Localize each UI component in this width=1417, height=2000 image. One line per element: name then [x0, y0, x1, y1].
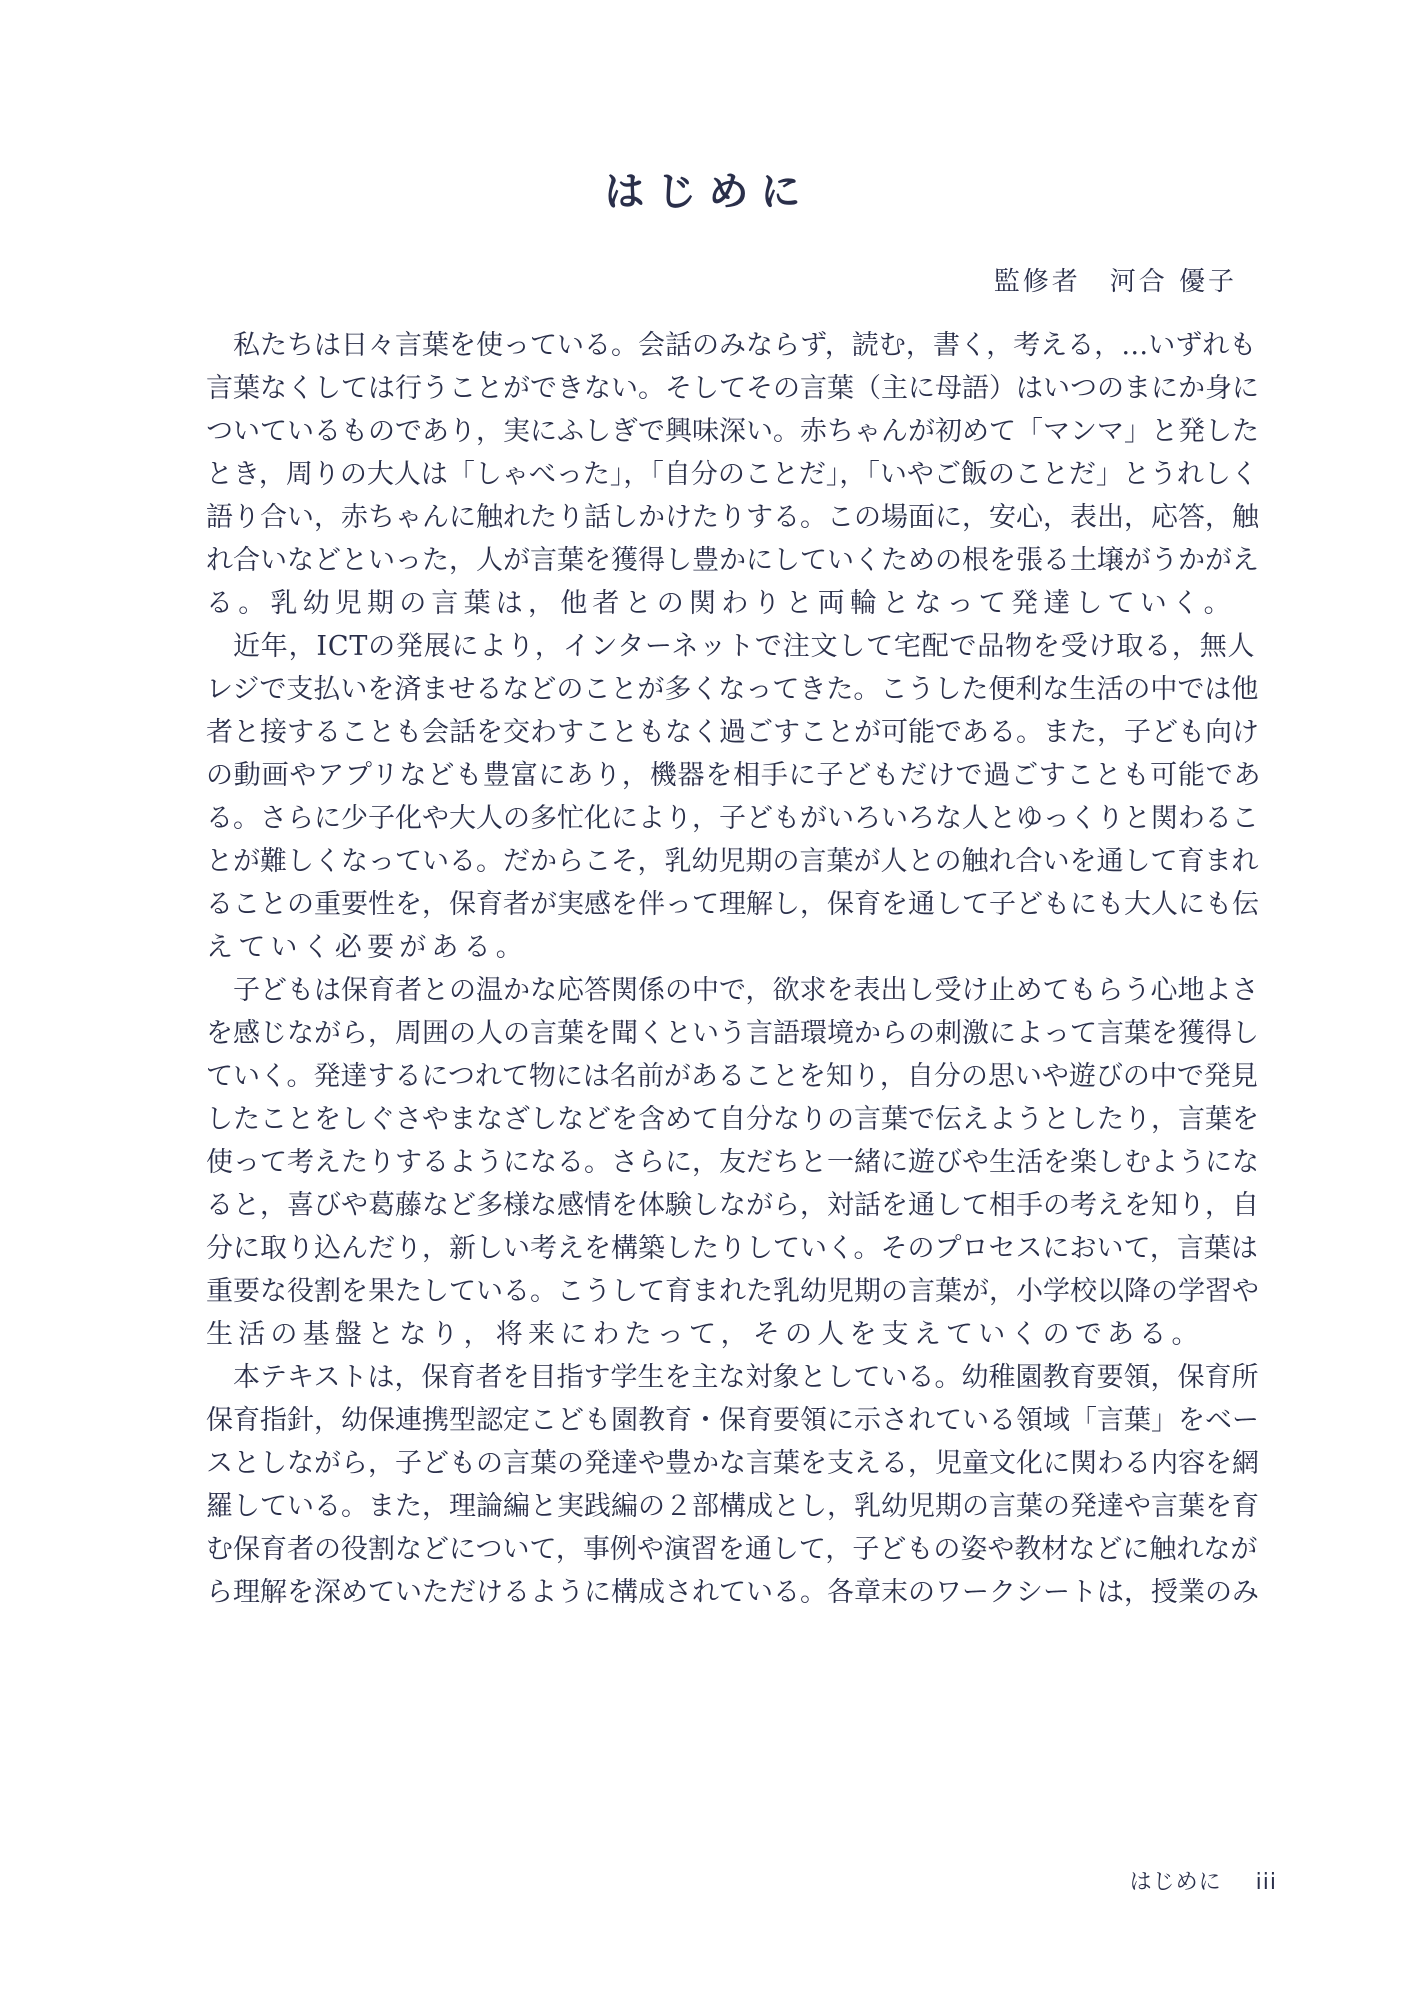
text-line: ついているものであり，実にふしぎで興味深い。赤ちゃんが初めて「マンマ」と発した	[206, 416, 1259, 447]
footer-section-title: はじめに	[1129, 1870, 1222, 1895]
text-line: 言葉なくしては行うことができない。そしてその言葉（主に母語）はいつのまにか身に	[206, 373, 1259, 404]
text-line: 保育指針，幼保連携型認定こども園教育・保育要領に示されている領域「言葉」をベー	[206, 1405, 1259, 1436]
text-line: る。乳幼児期の言葉は，他者との関わりと両輪となって発達していく。	[206, 588, 1236, 619]
text-line: れ合いなどといった，人が言葉を獲得し豊かにしていくための根を張る土壌がうかがえ	[206, 545, 1259, 576]
text-line: 近年，ICTの発展により，インターネットで注文して宅配で品物を受け取る，無人	[233, 631, 1256, 662]
text-line: 私たちは日々言葉を使っている。会話のみならず，読む，書く，考える，…いずれも	[233, 330, 1257, 361]
text-line: 生活の基盤となり，将来にわたって，その人を支えていくのである。	[206, 1319, 1204, 1350]
text-line: スとしながら，子どもの言葉の発達や豊かな言葉を支える，児童文化に関わる内容を網	[206, 1448, 1259, 1479]
text-line: ると，喜びや葛藤など多様な感情を体験しながら，対話を通して相手の考えを知り，自	[206, 1190, 1259, 1221]
text-line: 分に取り込んだり，新しい考えを構築したりしていく。そのプロセスにおいて，言葉は	[206, 1233, 1258, 1264]
text-line: 本テキストは，保育者を目指す学生を主な対象としている。幼稚園教育要領，保育所	[233, 1362, 1259, 1393]
text-line: ていく。発達するにつれて物には名前があることを知り，自分の思いや遊びの中で発見	[206, 1061, 1258, 1092]
body-text	[206, 324, 1266, 1614]
text-line: の動画やアプリなども豊富にあり，機器を相手に子どもだけで過ごすことも可能であ	[206, 760, 1262, 791]
text-line: む保育者の役割などについて，事例や演習を通して，子どもの姿や教材などに触れなが	[206, 1534, 1258, 1565]
page-title: はじめに	[604, 168, 813, 215]
text-line: 子どもは保育者との温かな応答関係の中で，欲求を表出し受け止めてもらう心地よさ	[233, 975, 1259, 1006]
text-line: えていく必要がある。	[206, 932, 528, 963]
author-credit: 監修者 河合 優子	[993, 267, 1237, 297]
text-line: る。さらに少子化や大人の多忙化により，子どもがいろいろな人とゆっくりと関わるこ	[206, 803, 1259, 834]
text-line: ら理解を深めていただけるように構成されている。各章末のワークシートは，授業のみ	[206, 1577, 1259, 1608]
text-line: レジで支払いを済ませるなどのことが多くなってきた。こうした便利な生活の中では他	[206, 674, 1259, 705]
text-line: とが難しくなっている。だからこそ，乳幼児期の言葉が人との触れ合いを通して育まれ	[206, 846, 1259, 877]
text-line: 羅している。また，理論編と実践編の２部構成とし，乳幼児期の言葉の発達や言葉を育	[206, 1491, 1259, 1522]
text-line: 重要な役割を果たしている。こうして育まれた乳幼児期の言葉が，小学校以降の学習や	[206, 1276, 1259, 1307]
text-line: とき，周りの大人は「しゃべった」，「自分のことだ」，「いやご飯のことだ」とうれしく	[206, 459, 1258, 490]
text-line: 者と接することも会話を交わすこともなく過ごすことが可能である。また，子ども向け	[206, 717, 1259, 748]
text-line: 語り合い，赤ちゃんに触れたり話しかけたりする。この場面に，安心，表出，応答，触	[206, 502, 1259, 533]
text-line: 使って考えたりするようになる。さらに，友だちと一緒に遊びや生活を楽しむようにな	[206, 1147, 1259, 1178]
text-line: したことをしぐさやまなざしなどを含めて自分なりの言葉で伝えようとしたり，言葉を	[206, 1104, 1259, 1135]
text-line: ることの重要性を，保育者が実感を伴って理解し，保育を通して子どもにも大人にも伝	[206, 889, 1259, 920]
page-number: iii	[1255, 1870, 1277, 1895]
page-footer	[1130, 1868, 1277, 1898]
text-line: を感じながら，周囲の人の言葉を聞くという言語環境からの刺激によって言葉を獲得し	[206, 1018, 1259, 1049]
